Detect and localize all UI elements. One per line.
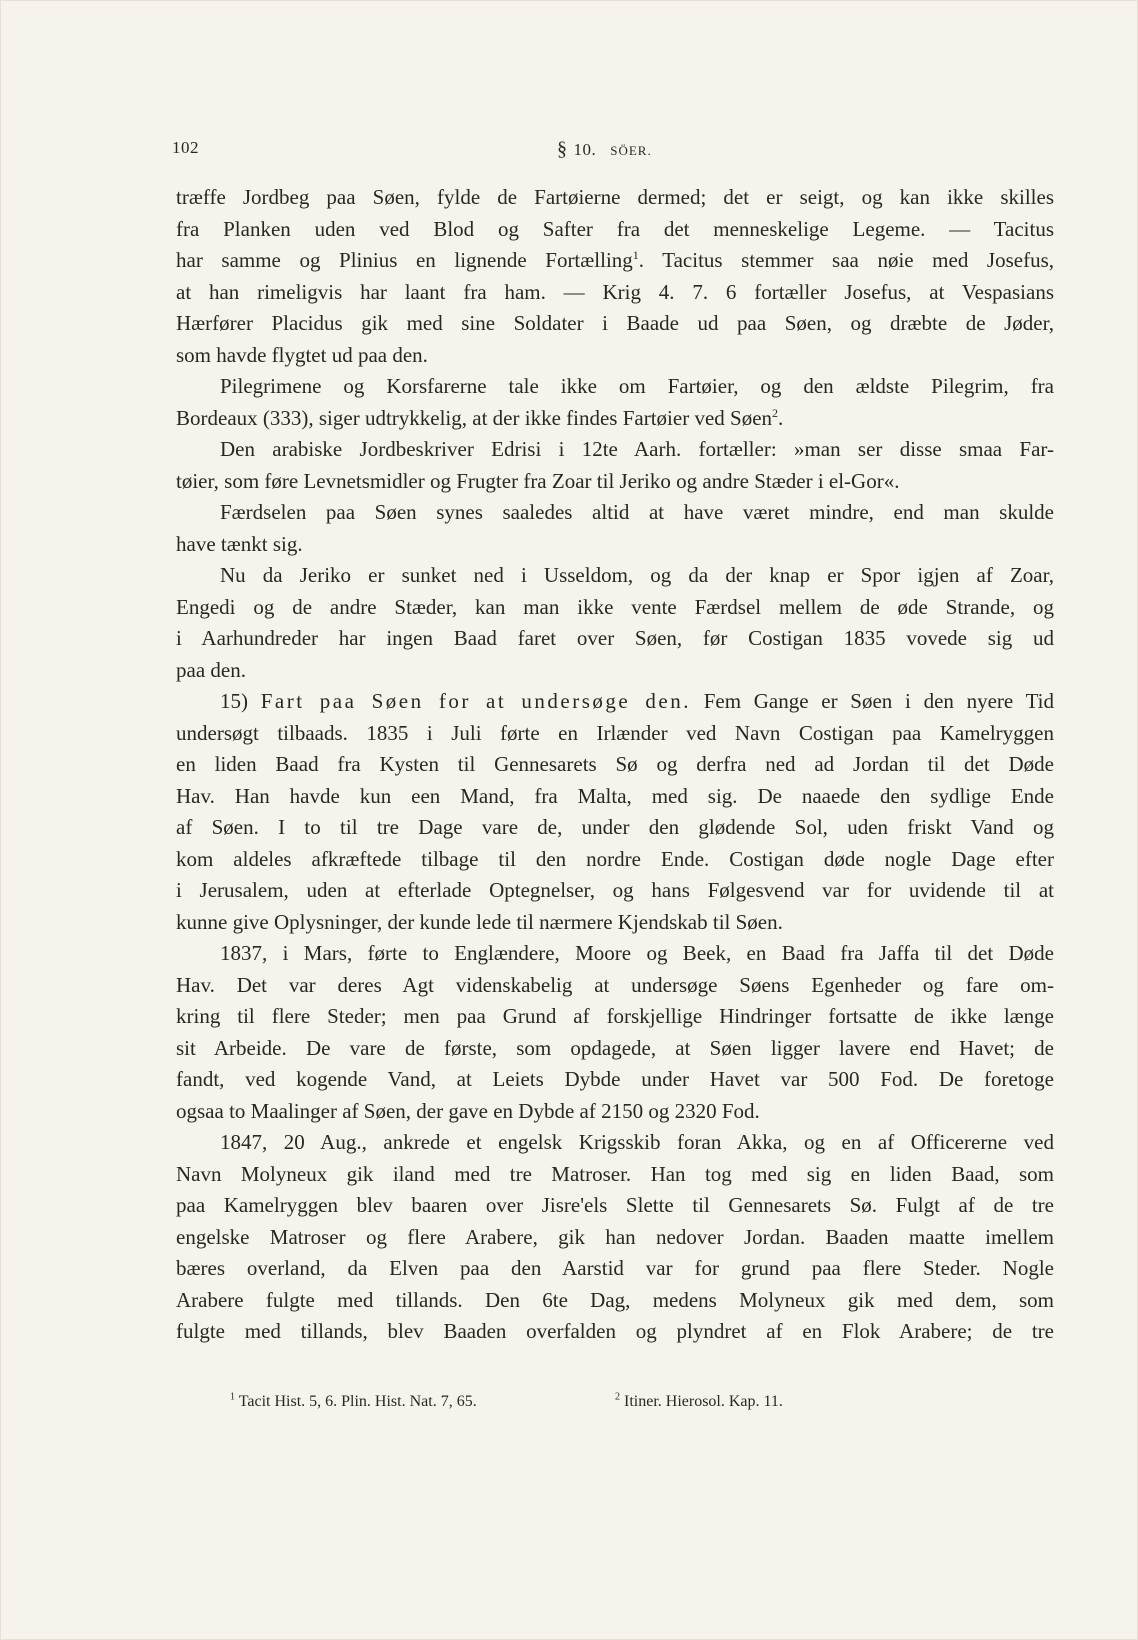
- text-line: Navn Molyneux gik iland med tre Matroser. Han tog med sig en liden Baad, som: [176, 1161, 1054, 1186]
- text-line: Hav. Han havde kun een Mand, fra Malta, med sig. De naaede den sydlige Ende: [176, 783, 1054, 808]
- section-name: SÖER.: [610, 143, 652, 158]
- footnote-2: $^2$ Itiner. Hierosol. Kap. 11.: [615, 1391, 783, 1410]
- text-line: af Søen. I to til tre Dage vare de, under den glødende Sol, uden friskt Vand og: [176, 815, 1054, 839]
- text-line: kunne give Oplysninger, der kunde lede til nærmere Kjendskab til Søen.: [176, 909, 783, 934]
- text-line: træffe Jordbeg paa Søen, fylde de Fartøierne dermed; det er seigt, og kan ikke skilles: [176, 185, 1054, 209]
- text-line: i Jerusalem, uden at efterlade Optegnelser, og hans Følgesvend var for uvidende til at: [176, 878, 1054, 902]
- text-line: fulgte med tillands, blev Baaden overfalden og plyndret af en Flok Arabere; de tre: [176, 1319, 1054, 1343]
- text-line: bæres overland, da Elven paa den Aarstid var for grund paa flere Steder. Nogle: [176, 1256, 1054, 1280]
- text-line: engelske Matroser og flere Arabere, gik han nedover Jordan. Baaden maatte imellem: [176, 1224, 1054, 1249]
- text-line: som havde flygtet ud paa den.: [176, 342, 428, 367]
- text-line: Nu da Jeriko er sunket ned i Usseldom, og da der knap er Spor igjen af Zoar,: [220, 563, 1054, 587]
- text-line: Pilegrimene og Korsfarerne tale ikke om Fartøier, og den ældste Pilegrim, fra: [220, 374, 1054, 398]
- text-line: have tænkt sig.: [176, 531, 303, 556]
- text-line: undersøgt tilbaads. 1835 i Juli førte en Irlænder ved Navn Costigan paa Kamelryggen: [176, 720, 1054, 745]
- text-line: kring til flere Steder; men paa Grund af forskjellige Hindringer fortsatte de ikke længe: [176, 1004, 1054, 1028]
- page-number: 102: [172, 138, 199, 157]
- text-line: Hærfører Placidus gik med sine Soldater i Baade ud paa Søen, og dræbte de Jøder,: [176, 311, 1054, 335]
- text-line: Engedi og de andre Stæder, kan man ikke vente Færdsel mellem de øde Strande, og: [176, 594, 1054, 619]
- text-line: 15) Fart paa Søen for at undersøge den. Fem Gange er Søen i den nyere Tid: [220, 689, 1054, 713]
- text-line: en liden Baad fra Kysten til Gennesarets Sø og derfra ned ad Jordan til det Døde: [176, 752, 1054, 776]
- text-line: Hav. Det var deres Agt videnskabelig at undersøge Søens Egenheder og fare om-: [176, 972, 1054, 997]
- footnote-ref[interactable]: 1: [632, 248, 639, 262]
- text-line: Den arabiske Jordbeskriver Edrisi i 12te Aarh. fortæller: »man ser disse smaa Far-: [220, 437, 1054, 461]
- footnote-1: $^1$ Tacit Hist. 5, 6. Plin. Hist. Nat. 7, 65.: [230, 1391, 477, 1410]
- section-sign: §: [557, 138, 568, 160]
- text-line: sit Arbeide. De vare de første, som opdagede, at Søen ligger lavere end Havet; de: [176, 1035, 1054, 1060]
- section-heading: [557, 138, 652, 161]
- text-line: tøier, som føre Levnetsmidler og Frugter fra Zoar til Jeriko og andre Stæder i el-Gor«.: [176, 468, 900, 493]
- text-line: fra Planken uden ved Blod og Safter fra det menneskelige Legeme. — Tacitus: [176, 216, 1054, 241]
- running-head: [172, 138, 1062, 164]
- text-line: Færdselen paa Søen synes saaledes altid at have været mindre, end man skulde: [220, 500, 1054, 524]
- text-line: ogsaa to Maalinger af Søen, der gave en Dybde af 2150 og 2320 Fod.: [176, 1098, 760, 1123]
- text-line: Bordeaux (333), siger udtrykkelig, at der ikke findes Fartøier ved Søen$^2$.: [176, 405, 784, 430]
- text-line: Arabere fulgte med tillands. Den 6te Dag, medens Molyneux gik med dem, som: [176, 1287, 1054, 1312]
- footnote-ref[interactable]: 2: [772, 405, 779, 420]
- text-line: paa den.: [176, 657, 246, 682]
- text-line: paa Kamelryggen blev baaren over Jisre'els Slette til Gennesarets Sø. Fulgt af de tre: [176, 1193, 1054, 1217]
- text-line: kom aldeles afkræftede tilbage til den nordre Ende. Costigan døde nogle Dage efter: [176, 846, 1054, 871]
- text-line: har samme og Plinius en lignende Fortælling$^1$. Tacitus stemmer saa nøie med Josefus,: [176, 248, 1054, 272]
- text-line: at han rimeligvis har laant fra ham. — Krig 4. 7. 6 fortæller Josefus, at Vespasians: [176, 279, 1054, 304]
- section-number: 10.: [573, 140, 597, 159]
- text-line: 1837, i Mars, førte to Englændere, Moore og Beek, en Baad fra Jaffa til det Døde: [220, 941, 1054, 965]
- text-line: i Aarhundreder har ingen Baad faret over Søen, før Costigan 1835 vovede sig ud: [176, 626, 1054, 650]
- section-subheading: Fart paa Søen for at undersøge den.: [260, 689, 691, 713]
- text-line: 1847, 20 Aug., ankrede et engelsk Krigsskib foran Akka, og en af Officererne ved: [220, 1130, 1054, 1154]
- footnotes: [230, 1393, 850, 1417]
- text-line: fandt, ved kogende Vand, at Leiets Dybde under Havet var 500 Fod. De foretoge: [176, 1067, 1054, 1091]
- body-text: [176, 182, 1054, 1348]
